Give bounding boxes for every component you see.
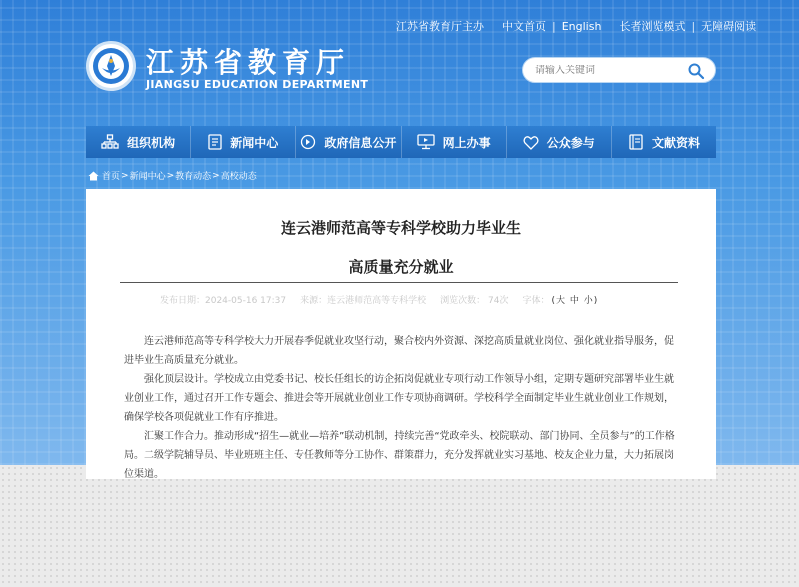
search-icon[interactable] bbox=[687, 62, 705, 80]
top-links bbox=[396, 18, 756, 34]
article-paragraph: 强化顶层设计。学校成立由党委书记、校长任组长的访企拓岗促就业专项行动工作领导小组，定期专题研究部署毕业生就业创业工作，通过召开工作专题会、推进会等开展就业创业工作专项协商调研。学校科学全面制定毕业生就业创业工作规划，确保学校各项促就业工作有序推进。 bbox=[124, 374, 674, 423]
book-icon bbox=[628, 134, 644, 150]
nav-label: 文献资料 bbox=[651, 135, 700, 150]
nav-item-online-services[interactable] bbox=[402, 126, 507, 158]
article-meta bbox=[160, 293, 700, 306]
home-icon[interactable] bbox=[88, 171, 99, 181]
title-divider bbox=[120, 282, 678, 283]
nav-item-documents[interactable] bbox=[612, 126, 716, 158]
article-body bbox=[124, 332, 676, 484]
publish-date: 发布日期：2024-05-16 17:37 bbox=[160, 296, 287, 306]
nav-label: 网上办事 bbox=[442, 135, 491, 150]
emblem-graphic bbox=[91, 46, 131, 86]
breadcrumb: 首页 > 新闻中心 > 教育动态 > 高校动态 bbox=[88, 169, 257, 182]
logo-emblem-icon[interactable] bbox=[86, 41, 136, 91]
nav-label: 公众参与 bbox=[546, 135, 595, 150]
elder-mode-link[interactable]: 长者浏览模式 bbox=[619, 20, 686, 33]
english-link[interactable]: English bbox=[561, 19, 602, 33]
nav-label: 政府信息公开 bbox=[324, 135, 397, 150]
breadcrumb-item[interactable]: 教育动态 bbox=[175, 172, 212, 182]
separator: | bbox=[691, 19, 696, 33]
nav-label: 组织机构 bbox=[127, 135, 176, 150]
nav-item-news[interactable] bbox=[191, 126, 296, 158]
article-panel bbox=[86, 189, 716, 479]
font-size-switcher: (大 中 小) bbox=[551, 296, 598, 306]
search-box bbox=[522, 57, 716, 83]
breadcrumb-item[interactable]: 新闻中心 bbox=[129, 172, 166, 182]
font-size-medium[interactable]: 中 bbox=[569, 296, 579, 306]
view-count: 浏览次数： 74次 bbox=[440, 296, 509, 306]
article-title-line2: 高质量充分就业 bbox=[348, 258, 454, 276]
separator: | bbox=[552, 19, 556, 33]
document-icon bbox=[208, 134, 222, 150]
main-nav bbox=[86, 126, 716, 158]
heart-icon bbox=[523, 135, 539, 150]
font-size-large[interactable]: 大 bbox=[555, 296, 565, 306]
nav-label: 新闻中心 bbox=[230, 135, 279, 150]
search-input[interactable] bbox=[535, 65, 685, 76]
chinese-home-link[interactable]: 中文首页 bbox=[502, 20, 546, 33]
nav-item-public-participation[interactable] bbox=[507, 126, 612, 158]
site-title-cn[interactable]: 江苏省教育厅 bbox=[146, 46, 351, 79]
breadcrumb-item[interactable]: 高校动态 bbox=[220, 172, 257, 182]
accessible-reading-link[interactable]: 无障碍阅读 bbox=[701, 20, 757, 33]
info-disclosure-icon bbox=[300, 134, 316, 150]
nav-item-info-disclosure[interactable] bbox=[296, 126, 401, 158]
site-title-en: JIANGSU EDUCATION DEPARTMENT bbox=[146, 78, 369, 91]
nav-item-organization[interactable] bbox=[86, 126, 191, 158]
monitor-icon bbox=[417, 134, 435, 150]
article-paragraph: 汇聚工作合力。推动形成“招生—就业—培养”联动机制，持续完善“党政牵头、校院联动、部门协同、全员参与”的工作格局。二级学院辅导员、毕业班班主任、专任教师等分工协作、群策群力，充分发挥就业实习基地、校友企业力量，大力拓展岗位渠道。 bbox=[124, 431, 675, 480]
sponsor-link[interactable]: 江苏省教育厅主办 bbox=[396, 20, 484, 33]
font-size-label: 字体： bbox=[522, 296, 550, 306]
font-size-small[interactable]: 小 bbox=[583, 296, 593, 306]
breadcrumb-home[interactable]: 首页 bbox=[102, 172, 121, 182]
org-chart-icon bbox=[101, 134, 119, 150]
article-paragraph: 连云港师范高等专科学校大力开展春季促就业攻坚行动，聚合校内外资源、深挖高质量就业岗位、强化就业指导服务，促进毕业生高质量充分就业。 bbox=[124, 336, 674, 366]
article-title-line1: 连云港师范高等专科学校助力毕业生 bbox=[280, 219, 521, 237]
article-source: 来源：连云港师范高等专科学校 bbox=[300, 296, 427, 306]
